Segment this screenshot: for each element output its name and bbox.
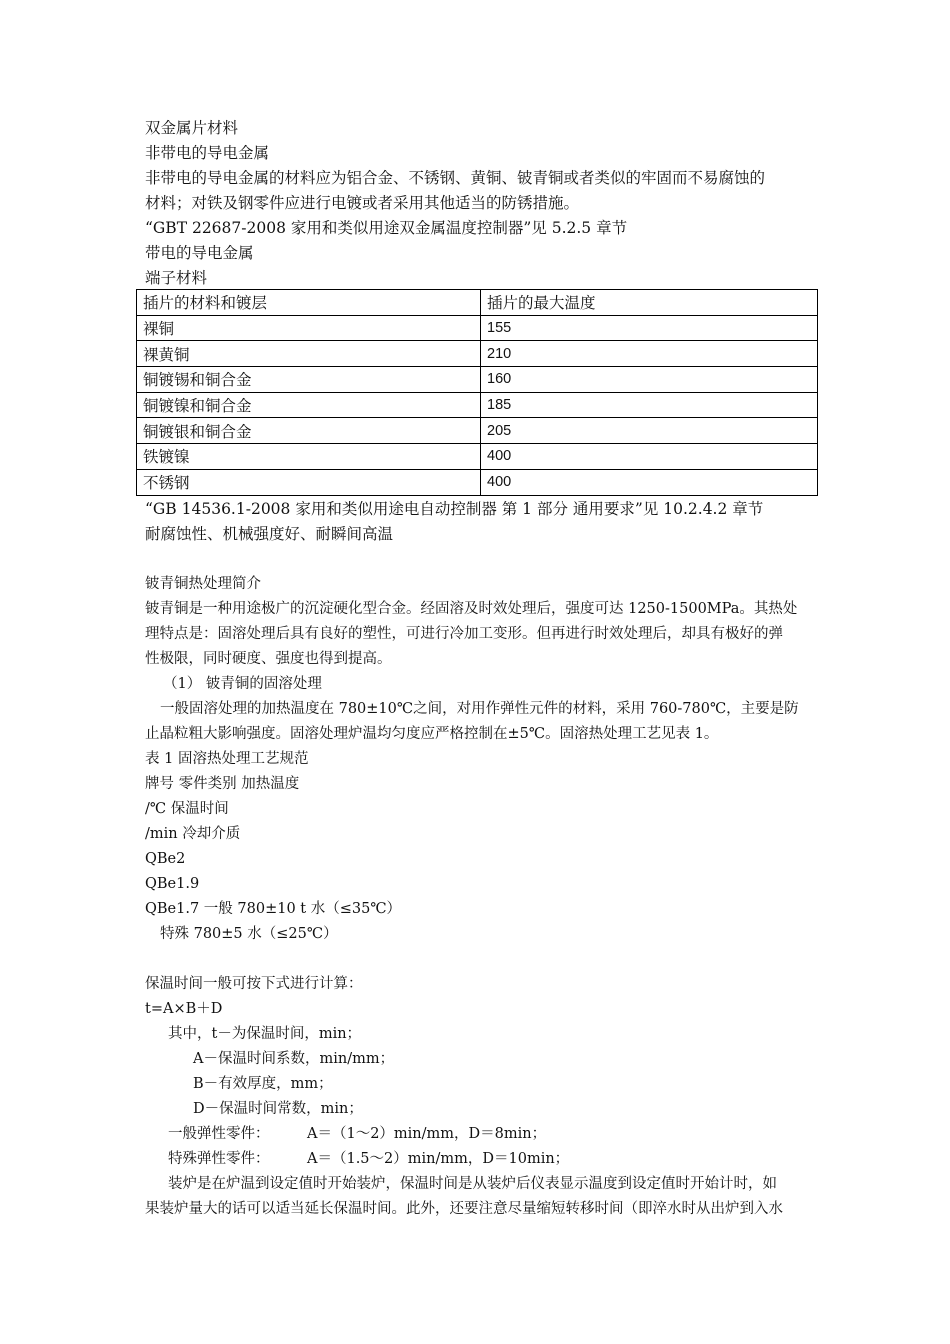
- terminal-material-table: [136, 289, 818, 496]
- general-parts-value: A＝（1～2）min/mm，D＝8min；: [307, 1126, 547, 1142]
- table-header-cell: 插片的材料和镀层: [137, 290, 481, 316]
- heading-terminal-material: 端子材料: [145, 269, 208, 287]
- paragraph-line: 一般固溶处理的加热温度在 780±10℃之间，对用作弹性元件的材料，采用 760-780℃，主要是防: [160, 701, 799, 717]
- table-text-line: QBe1.7 一般 780±10 t 水（≤35℃）: [145, 901, 402, 917]
- table-cell-material: 不锈钢: [137, 469, 481, 495]
- table-cell-temperature: 205: [481, 418, 818, 444]
- table-cell-temperature: 400: [481, 469, 818, 495]
- paragraph-line: 性极限，同时硬度、强度也得到提高。: [145, 651, 392, 667]
- table-cell-temperature: 160: [481, 367, 818, 393]
- table-cell-temperature: 155: [481, 315, 818, 341]
- paragraph-line: 保温时间一般可按下式进行计算：: [145, 976, 363, 992]
- general-parts-label: 一般弹性零件：: [168, 1126, 270, 1142]
- table-cell-material: 铜镀锡和铜合金: [137, 367, 481, 393]
- table-cell-material: 铁镀镍: [137, 444, 481, 470]
- table-cell-material: 铜镀镍和铜合金: [137, 392, 481, 418]
- section-title: 铍青铜热处理简介: [145, 576, 261, 592]
- paragraph-line: 非带电的导电金属的材料应为铝合金、不锈钢、黄铜、铍青铜或者类似的牢固而不易腐蚀的: [145, 169, 766, 187]
- formula: t=A×B＋D: [145, 1001, 223, 1017]
- heading-bimetal-material: 双金属片材料: [145, 119, 239, 137]
- subsection-heading: （1） 铍青铜的固溶处理: [163, 676, 322, 692]
- special-parts-value: A＝（1.5～2）min/mm，D＝10min；: [307, 1151, 570, 1167]
- table-cell-temperature: 185: [481, 392, 818, 418]
- table-text-line: QBe2: [145, 851, 186, 867]
- table-row: [137, 341, 818, 367]
- table-text-line: 特殊 780±5 水（≤25℃）: [160, 926, 338, 942]
- paragraph-line: 铍青铜是一种用途极广的沉淀硬化型合金。经固溶及时效处理后，强度可达 1250-1500MPa。其热处: [145, 601, 798, 617]
- table-cell-material: 裸铜: [137, 315, 481, 341]
- paragraph-line: 果装炉量大的话可以适当延长保温时间。此外，还要注意尽量缩短转移时间（即淬水时从出炉到入水: [145, 1201, 783, 1217]
- table-caption: 表 1 固溶热处理工艺规范: [145, 751, 309, 767]
- table-row: [137, 392, 818, 418]
- table-header-row: [137, 290, 818, 316]
- paragraph-line: 止晶粒粗大影响强度。固溶处理炉温均匀度应严格控制在±5℃。固溶热处理工艺见表 1。: [145, 726, 719, 742]
- standard-reference: “GB 14536.1-2008 家用和类似用途电自动控制器 第 1 部分 通用要求”见 10.2.4.2 章节: [145, 500, 764, 518]
- formula-variable: B－有效厚度，mm；: [193, 1076, 333, 1092]
- table-text-line: 牌号 零件类别 加热温度: [145, 776, 300, 792]
- table-cell-temperature: 400: [481, 444, 818, 470]
- table-row: [137, 367, 818, 393]
- heading-live-metal: 带电的导电金属: [145, 244, 254, 262]
- formula-variable: 其中，t－为保温时间，min；: [168, 1026, 362, 1042]
- table-cell-material: 裸黄铜: [137, 341, 481, 367]
- table-row: [137, 469, 818, 495]
- table-text-line: QBe1.9: [145, 876, 200, 892]
- table-cell-temperature: 210: [481, 341, 818, 367]
- table-row: [137, 444, 818, 470]
- requirement-summary: 耐腐蚀性、机械强度好、耐瞬间高温: [145, 525, 394, 543]
- table-row: [137, 315, 818, 341]
- table-text-line: /℃ 保温时间: [145, 801, 229, 817]
- formula-variable: A－保温时间系数，min/mm；: [193, 1051, 395, 1067]
- paragraph-line: 材料；对铁及钢零件应进行电镀或者采用其他适当的防锈措施。: [145, 194, 580, 212]
- table-text-line: /min 冷却介质: [145, 826, 241, 842]
- standard-reference: “GBT 22687-2008 家用和类似用途双金属温度控制器”见 5.2.5 章节: [145, 219, 628, 237]
- paragraph-line: 装炉是在炉温到设定值时开始装炉，保温时间是从装炉后仪表显示温度到设定值时开始计时，如: [168, 1176, 777, 1192]
- special-parts-label: 特殊弹性零件：: [168, 1151, 270, 1167]
- heading-non-live-metal: 非带电的导电金属: [145, 144, 270, 162]
- table-header-cell: 插片的最大温度: [481, 290, 818, 316]
- table-cell-material: 铜镀银和铜合金: [137, 418, 481, 444]
- table-row: [137, 418, 818, 444]
- formula-variable: D－保温时间常数，min；: [193, 1101, 363, 1117]
- paragraph-line: 理特点是：固溶处理后具有良好的塑性，可进行冷加工变形。但再进行时效处理后，却具有极好的弹: [145, 626, 783, 642]
